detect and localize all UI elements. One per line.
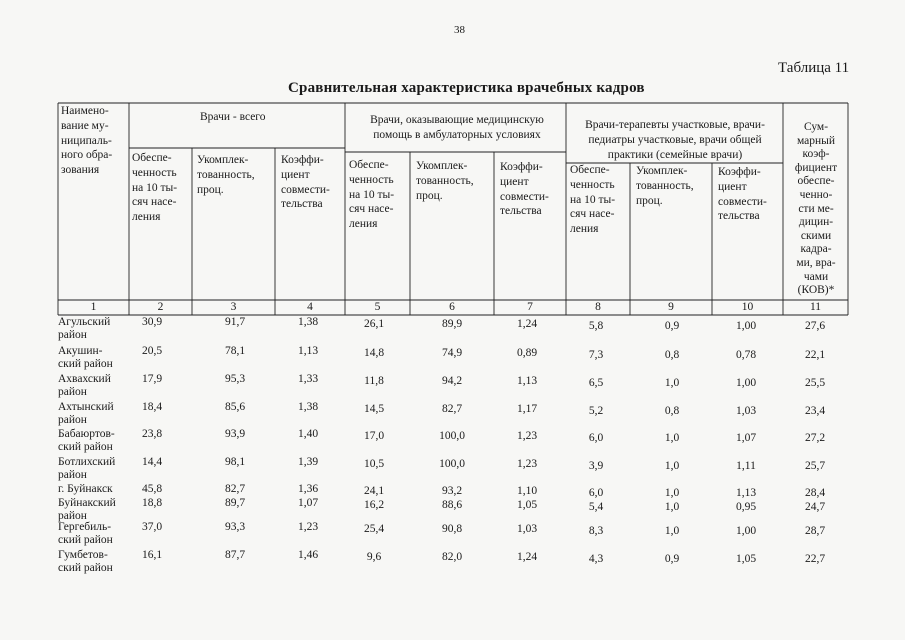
table-cell: 45,8 <box>141 483 163 495</box>
column-number: 4 <box>307 301 313 313</box>
table-cell: 1,38 <box>297 316 319 328</box>
table-cell: 82,0 <box>441 551 463 563</box>
table-cell: 0,8 <box>664 349 680 361</box>
table-cell: 27,6 <box>804 320 826 332</box>
table-cell: 5,4 <box>588 501 604 513</box>
header-name-column: Наимено- вание му- ниципаль- ного обра- зования <box>61 105 113 177</box>
table-cell: 0,95 <box>735 501 757 513</box>
table-cell: 9,6 <box>366 551 382 563</box>
table-cell: 5,2 <box>588 405 604 417</box>
table-cell: 1,10 <box>516 485 538 497</box>
document-title: Сравнительная характеристика врачебных кадров <box>288 80 645 96</box>
page-number: 38 <box>454 24 465 36</box>
table-cell: 1,46 <box>297 549 319 561</box>
table-cell: 1,13 <box>516 375 538 387</box>
table-cell: 100,0 <box>439 458 465 470</box>
table-cell: 20,5 <box>141 345 163 357</box>
table-cell: 87,7 <box>224 549 246 561</box>
table-cell: 82,7 <box>441 403 463 415</box>
table-cell: 1,13 <box>297 345 319 357</box>
header-summary-coefficient: Сум- марный коэф- фициент обеспе- ченно- сти ме- дицин- скими кадра- ми, вра- чами (КОВ)* <box>794 121 838 297</box>
table-cell: 0,89 <box>516 347 538 359</box>
table-cell: 78,1 <box>224 345 246 357</box>
district-name: Акушин- ский район <box>58 345 113 370</box>
table-cell: 1,13 <box>735 487 757 499</box>
table-cell: 0,9 <box>664 320 680 332</box>
header-coefficient-all: Коэффи- циент совмести- тельства <box>281 154 330 211</box>
table-cell: 22,1 <box>804 349 826 361</box>
table-cell: 6,0 <box>588 432 604 444</box>
header-group-therapists: Врачи-терапевты участковые, врачи- педиатры участковые, врачи общей практики (семейные врачи) <box>585 119 765 161</box>
table-cell: 3,9 <box>588 460 604 472</box>
table-cell: 90,8 <box>441 523 463 535</box>
header-coefficient-ambulatory: Коэффи- циент совмести- тельства <box>500 161 549 218</box>
table-cell: 91,7 <box>224 316 246 328</box>
table-cell: 11,8 <box>364 375 384 387</box>
column-number: 9 <box>668 301 674 313</box>
table-cell: 74,9 <box>441 347 463 359</box>
table-cell: 25,5 <box>804 377 826 389</box>
header-coefficient-therapists: Коэффи- циент совмести- тельства <box>718 166 767 223</box>
table-cell: 37,0 <box>141 521 163 533</box>
table-cell: 1,07 <box>297 497 319 509</box>
table-cell: 1,00 <box>735 377 757 389</box>
table-cell: 1,33 <box>297 373 319 385</box>
table-cell: 26,1 <box>363 318 385 330</box>
column-number: 5 <box>374 301 381 313</box>
district-name: Агульский район <box>58 316 111 341</box>
column-number: 11 <box>809 301 822 313</box>
table-cell: 1,39 <box>297 456 319 468</box>
district-name: Бабаюртов- ский район <box>58 428 115 453</box>
header-staffing-all: Укомплек- тованность, проц. <box>197 154 255 196</box>
header-provision-ambulatory: Обеспе- ченность на 10 ты- сяч насе- ления <box>349 159 395 231</box>
table-cell: 1,00 <box>735 320 757 332</box>
header-group-ambulatory: Врачи, оказывающие медицинскую помощь в амбулаторных условиях <box>370 114 544 141</box>
table-label: Таблица 11 <box>778 60 850 76</box>
table-cell: 17,0 <box>363 430 385 442</box>
table-cell: 89,9 <box>441 318 463 330</box>
table-cell: 1,17 <box>516 403 538 415</box>
table-cell: 4,3 <box>588 553 604 565</box>
table-cell: 1,0 <box>664 487 680 499</box>
table-cell: 18,8 <box>141 497 163 509</box>
district-name: г. Буйнакск <box>58 483 113 495</box>
table-cell: 28,4 <box>804 487 826 499</box>
table-cell: 30,9 <box>141 316 163 328</box>
table-cell: 1,0 <box>664 377 680 389</box>
district-name: Гумбетов- ский район <box>58 549 113 574</box>
district-name: Буйнакский район <box>58 497 116 522</box>
table-cell: 1,07 <box>735 432 757 444</box>
table-cell: 1,11 <box>736 460 756 472</box>
table-cell: 94,2 <box>441 375 463 387</box>
table-cell: 100,0 <box>439 430 465 442</box>
column-number: 8 <box>595 301 601 313</box>
table-cell: 23,4 <box>804 405 826 417</box>
table-cell: 93,9 <box>224 428 246 440</box>
header-staffing-therapists: Укомплек- тованность, проц. <box>636 165 694 207</box>
table-cell: 25,4 <box>363 523 385 535</box>
table-cell: 93,2 <box>441 485 463 497</box>
table-cell: 0,8 <box>664 405 680 417</box>
table-cell: 1,38 <box>297 401 319 413</box>
table-cell: 85,6 <box>224 401 246 413</box>
table-cell: 27,2 <box>804 432 826 444</box>
district-name: Ботлихский район <box>58 456 116 481</box>
table-cell: 95,3 <box>224 373 246 385</box>
table-cell: 1,24 <box>516 551 538 563</box>
table-cell: 1,0 <box>664 432 680 444</box>
table-cell: 14,8 <box>363 347 385 359</box>
table-cell: 1,24 <box>516 318 538 330</box>
table-cell: 24,1 <box>363 485 385 497</box>
table-cell: 1,0 <box>664 525 680 537</box>
column-number: 10 <box>741 301 754 313</box>
table-cell: 98,1 <box>224 456 246 468</box>
table-cell: 1,03 <box>516 523 538 535</box>
table-cell: 24,7 <box>804 501 826 513</box>
table-cell: 14,4 <box>141 456 163 468</box>
table-cell: 93,3 <box>224 521 246 533</box>
table-cell: 1,03 <box>735 405 757 417</box>
table-cell: 1,40 <box>297 428 319 440</box>
header-group-all-doctors: Врачи - всего <box>200 111 266 123</box>
table-cell: 1,23 <box>516 430 538 442</box>
table-cell: 1,23 <box>297 521 319 533</box>
column-number: 1 <box>90 301 97 313</box>
table-cell: 16,1 <box>141 549 163 561</box>
table-cell: 10,5 <box>363 458 385 470</box>
table-cell: 16,2 <box>363 499 385 511</box>
district-name: Ахтынский район <box>58 401 114 426</box>
table-cell: 1,23 <box>516 458 538 470</box>
table-cell: 23,8 <box>141 428 163 440</box>
district-name: Ахвахский район <box>58 373 111 398</box>
table-cell: 89,7 <box>224 497 246 509</box>
table-cell: 17,9 <box>141 373 163 385</box>
table-cell: 1,36 <box>297 483 319 495</box>
table-cell: 7,3 <box>588 349 604 361</box>
district-name: Гергебиль- ский район <box>58 521 113 546</box>
column-number: 6 <box>449 301 455 313</box>
table-cell: 1,05 <box>735 553 757 565</box>
column-number: 2 <box>157 301 164 313</box>
table-cell: 1,00 <box>735 525 757 537</box>
table-cell: 88,6 <box>441 499 463 511</box>
table-cell: 1,0 <box>664 501 680 513</box>
table-cell: 0,78 <box>735 349 757 361</box>
table-cell: 28,7 <box>804 525 826 537</box>
table-cell: 82,7 <box>224 483 246 495</box>
table-cell: 18,4 <box>141 401 163 413</box>
table-cell: 14,5 <box>363 403 385 415</box>
table-cell: 22,7 <box>804 553 826 565</box>
table-cell: 6,5 <box>588 377 604 389</box>
header-provision-therapists: Обеспе- ченность на 10 ты- сяч насе- ления <box>570 164 616 236</box>
table-cell: 0,9 <box>664 553 680 565</box>
table-cell: 5,8 <box>588 320 604 332</box>
table-cell: 25,7 <box>804 460 826 472</box>
header-provision-all: Обеспе- ченность на 10 ты- сяч насе- ления <box>132 152 178 224</box>
table-cell: 1,0 <box>664 460 680 472</box>
table-cell: 8,3 <box>588 525 604 537</box>
table-cell: 1,05 <box>516 499 538 511</box>
column-number: 7 <box>527 301 533 313</box>
header-staffing-ambulatory: Укомплек- тованность, проц. <box>416 160 474 202</box>
table-cell: 6,0 <box>588 487 604 499</box>
column-number: 3 <box>230 301 237 313</box>
